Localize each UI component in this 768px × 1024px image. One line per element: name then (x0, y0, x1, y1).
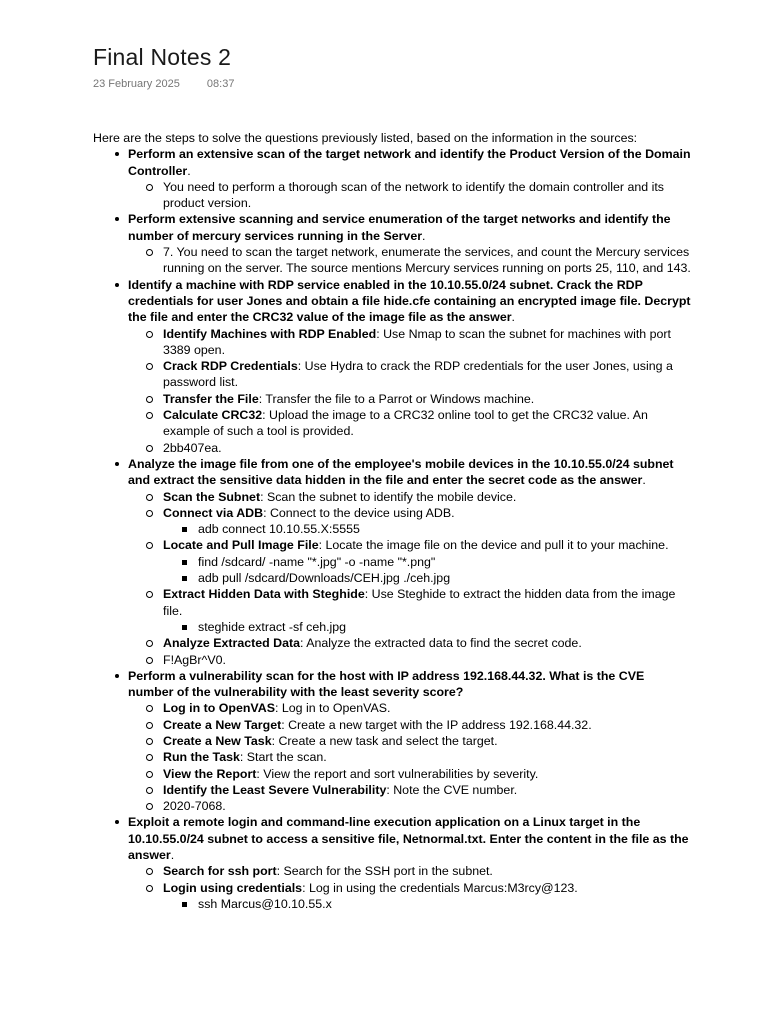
step-item (128, 863, 693, 879)
step-text: : Use Steghide to extract the hidden data from the image file. (163, 587, 676, 618)
page-time: 08:37 (206, 78, 235, 90)
step-item (128, 244, 693, 277)
step-list (128, 326, 693, 456)
section-title: Perform a vulnerability scan for the host with IP address 192.168.44.32. What is the CVE number of the vulnerability with the least severity score? (128, 668, 645, 700)
step-list (128, 489, 693, 668)
step-label: Crack RDP Credentials (163, 359, 298, 374)
section-title: Exploit a remote login and command-line execution application on a Linux target in the 10.10.55.0/24 subnet to access a sensitive file, Netnormal.txt. Enter the content in the file as the answer (128, 815, 689, 863)
command-item: steghide extract -sf ceh.jpg (163, 619, 693, 635)
step-label: Create a New Target (163, 717, 282, 732)
command-item: adb pull /sdcard/Downloads/CEH.jpg ./ceh.jpg (163, 570, 693, 586)
step-text: : Use Nmap to scan the subnet for machines with port 3389 open. (163, 326, 671, 357)
step-item (128, 358, 693, 391)
section-title-end: . (422, 228, 426, 243)
note-content (93, 130, 693, 912)
page-meta (93, 78, 234, 90)
section-item (93, 146, 693, 211)
step-item (128, 407, 693, 440)
step-list (128, 244, 693, 277)
section-title: Identify a machine with RDP service enabled in the 10.10.55.0/24 subnet. Crack the RDP credentials for user Jones and obtain a file hide.cfe containing an encrypted image file. Decrypt the file and enter the CRC32 value of the image file as the answer (128, 277, 691, 325)
step-text: : Log in to OpenVAS. (274, 701, 391, 716)
step-item (128, 766, 693, 782)
step-item (128, 391, 693, 407)
step-item (128, 537, 693, 586)
step-text: : Use Hydra to crack the RDP credentials for the user Jones, using a password list. (163, 359, 673, 390)
command-item: find /sdcard/ -name "*.jpg" -o -name "*.png" (163, 554, 693, 570)
step-label: Run the Task (163, 750, 240, 765)
step-label: Extract Hidden Data with Steghide (163, 587, 365, 602)
intro-paragraph: Here are the steps to solve the questions previously listed, based on the information in the sources: (93, 131, 638, 145)
command-list (163, 554, 693, 587)
step-item (128, 505, 693, 538)
step-label: Calculate CRC32 (163, 408, 263, 423)
command-list (163, 521, 693, 537)
step-label: Locate and Pull Image File (163, 538, 319, 553)
answer-text: 2020-7068. (163, 799, 226, 814)
step-text: : Transfer the file to a Parrot or Windows machine. (258, 391, 535, 406)
section-title-end: . (642, 473, 646, 488)
step-label: Create a New Task (163, 733, 272, 748)
page-title: Final Notes 2 (93, 44, 232, 70)
step-text: : Analyze the extracted data to find the secret code. (300, 636, 582, 651)
step-item (128, 798, 693, 814)
section-item (93, 211, 693, 276)
section-title-end: . (187, 163, 191, 178)
step-label: Login using credentials (163, 880, 303, 895)
step-text: : Search for the SSH port in the subnet. (276, 864, 493, 879)
step-text: : Create a new target with the IP address 192.168.44.32. (281, 717, 592, 732)
step-text: 7. You need to scan the target network, enumerate the services, and count the Mercury services running on the server. The source mentions Mercury services running on ports 25, 110, and 143. (163, 245, 691, 276)
step-label: Connect via ADB (163, 505, 264, 520)
step-text: You need to perform a thorough scan of the network to identify the domain controller and its product version. (163, 179, 664, 211)
step-label: Transfer the File (163, 391, 259, 406)
step-item (128, 700, 693, 716)
step-text: : Upload the image to a CRC32 online tool to get the CRC32 value. An example of such a tool is provided. (163, 408, 648, 439)
step-text: : Start the scan. (239, 750, 327, 765)
page-date: 23 February 2025 (93, 78, 180, 90)
answer-text: F!AgBr^V0. (163, 652, 226, 667)
step-item (128, 733, 693, 749)
step-item (128, 749, 693, 765)
section-item (93, 456, 693, 668)
step-item (128, 586, 693, 635)
command-item: ssh Marcus@10.10.55.x (163, 896, 693, 912)
step-item (128, 326, 693, 359)
step-label: Analyze Extracted Data (163, 636, 301, 651)
section-title: Perform extensive scanning and service enumeration of the target networks and identify the number of mercury services running in the Server (128, 212, 671, 243)
step-label: Identify Machines with RDP Enabled (163, 326, 377, 341)
answer-text: 2bb407ea. (163, 440, 222, 455)
command-list (163, 619, 693, 635)
step-text: : Locate the image file on the device and pull it to your machine. (318, 538, 669, 553)
section-title: Analyze the image file from one of the employee's mobile devices in the 10.10.55.0/24 subnet and extract the sensitive data hidden in the file and enter the secret code as the answer (128, 456, 674, 488)
section-item (93, 668, 693, 815)
step-item (128, 880, 693, 913)
step-item (128, 635, 693, 651)
step-label: Log in to OpenVAS (163, 701, 275, 716)
section-item (93, 814, 693, 912)
step-item (128, 489, 693, 505)
step-list (128, 179, 693, 212)
step-list (128, 863, 693, 912)
step-text: : View the report and sort vulnerabilities by severity. (256, 766, 539, 781)
step-item (128, 652, 693, 668)
step-text: : Scan the subnet to identify the mobile device. (260, 489, 517, 504)
step-item (128, 179, 693, 212)
command-list (163, 896, 693, 912)
step-list (128, 700, 693, 814)
step-text: : Create a new task and select the target. (271, 733, 498, 748)
section-item (93, 277, 693, 456)
step-item (128, 782, 693, 798)
step-label: Search for ssh port (163, 864, 277, 879)
step-label: Scan the Subnet (163, 489, 261, 504)
step-text: : Log in using the credentials Marcus:M3rcy@123. (302, 880, 578, 895)
step-label: View the Report (163, 766, 257, 781)
section-title-end: . (511, 310, 515, 325)
step-text: : Note the CVE number. (386, 782, 518, 797)
step-item (128, 440, 693, 456)
section-list (93, 146, 693, 912)
command-item: adb connect 10.10.55.X:5555 (163, 521, 693, 537)
section-title: Perform an extensive scan of the target network and identify the Product Version of the Domain Controller (128, 147, 691, 178)
section-title-end: . (170, 848, 175, 863)
step-text: : Connect to the device using ADB. (263, 505, 455, 520)
step-label: Identify the Least Severe Vulnerability (163, 782, 387, 797)
step-item (128, 717, 693, 733)
